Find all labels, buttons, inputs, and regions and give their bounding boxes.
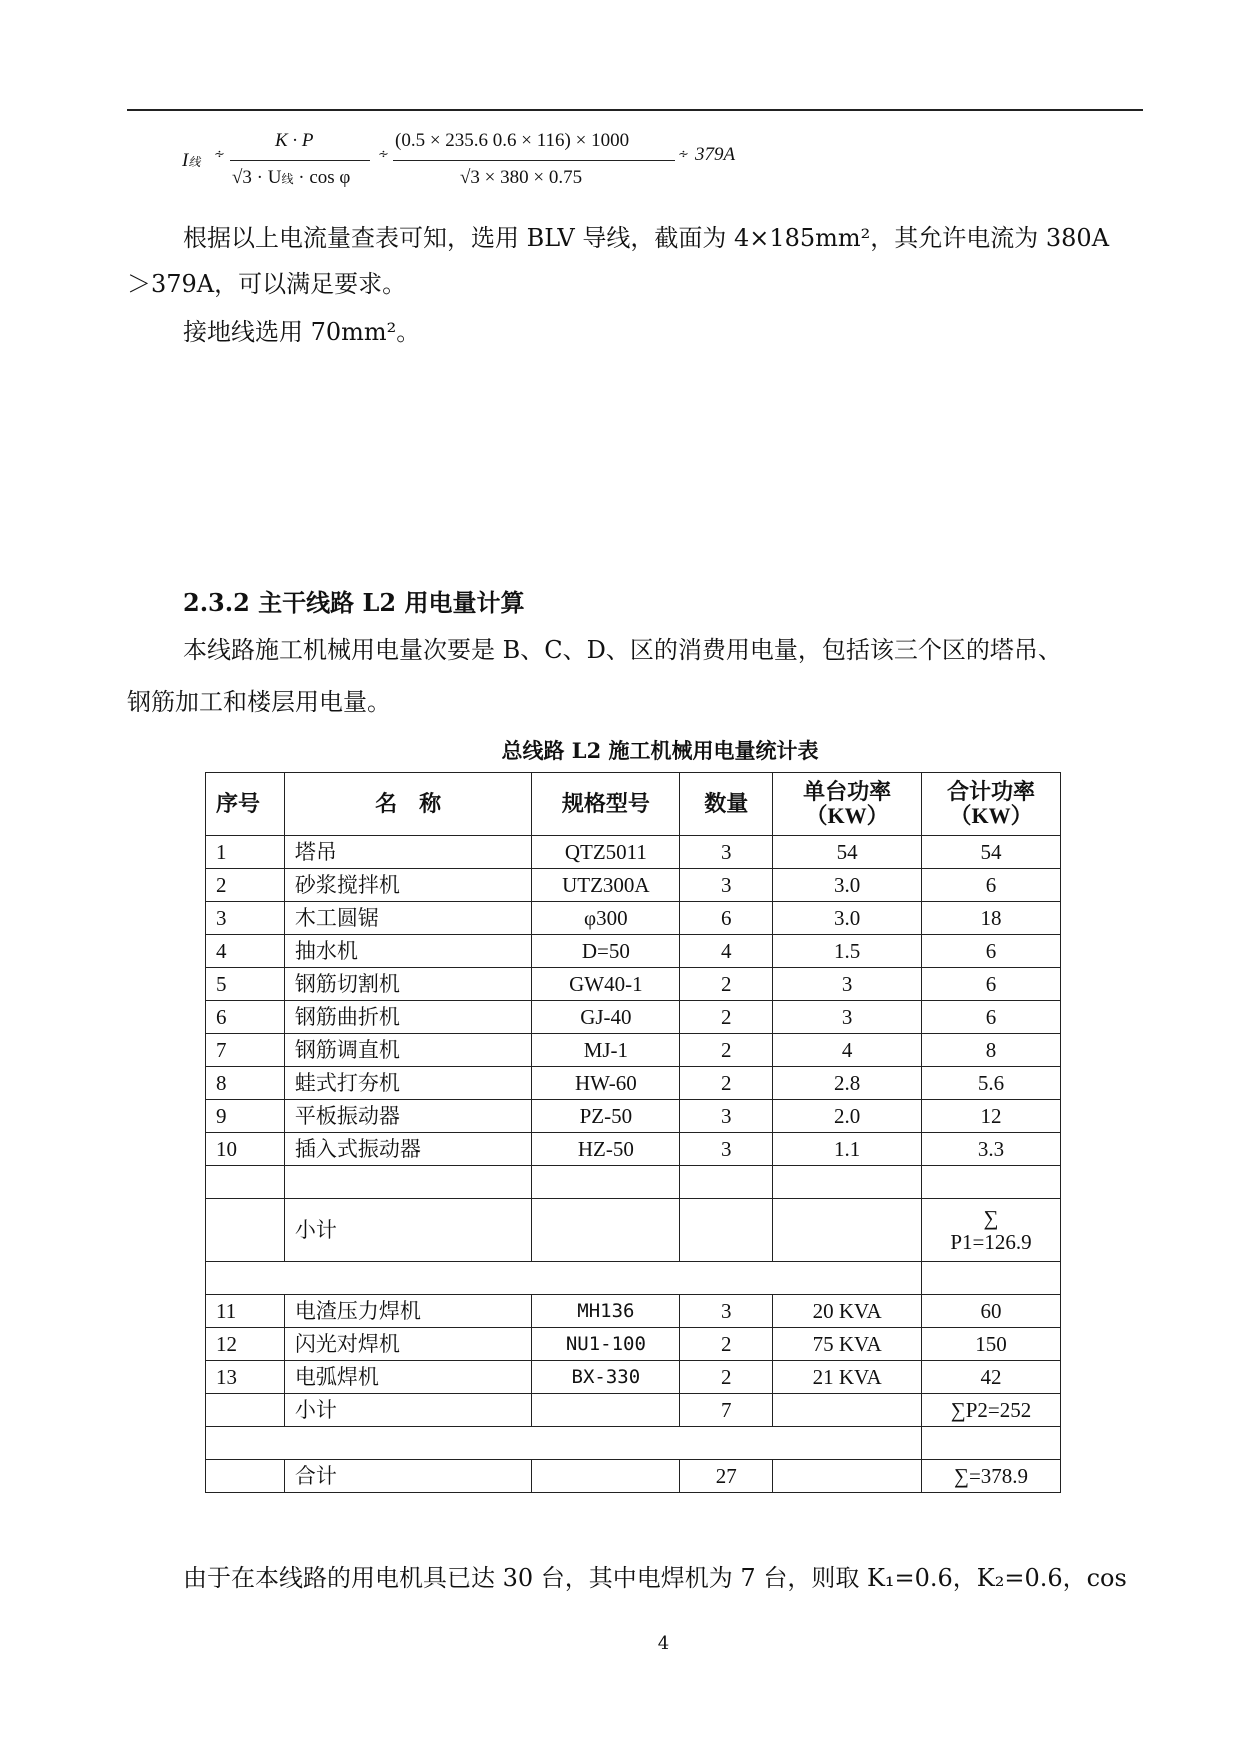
cell-total-power: 5.6 bbox=[922, 1067, 1061, 1100]
cell-model: UTZ300A bbox=[532, 869, 680, 902]
cell-model: GW40-1 bbox=[532, 968, 680, 1001]
cell-qty: 2 bbox=[680, 1001, 773, 1034]
paragraph-2: 接地线选用 70mm²。 bbox=[183, 318, 421, 346]
cell-model: D=50 bbox=[532, 935, 680, 968]
formula-eq-glyph-3: ∻ bbox=[678, 146, 689, 161]
header-no: 序号 bbox=[206, 773, 285, 836]
cell-qty: 2 bbox=[680, 1067, 773, 1100]
paragraph-3-line-1: 本线路施工机械用电量次要是 B、C、D、区的消费用电量，包括该三个区的塔吊、 bbox=[183, 636, 1062, 664]
cell-name: 塔吊 bbox=[284, 836, 532, 869]
cell-total-power: 42 bbox=[922, 1361, 1061, 1394]
subtotal-2-label: 小计 bbox=[284, 1394, 532, 1427]
cell-total-power: 3.3 bbox=[922, 1133, 1061, 1166]
cell-qty: 3 bbox=[680, 869, 773, 902]
table-row bbox=[206, 1133, 1061, 1166]
subtotal-2-qty: 7 bbox=[680, 1394, 773, 1427]
table-row bbox=[206, 1034, 1061, 1067]
table-caption: 总线路 L2 施工机械用电量统计表 bbox=[501, 738, 819, 763]
total-value: ∑=378.9 bbox=[922, 1460, 1061, 1493]
cell-total-power: 6 bbox=[922, 935, 1061, 968]
table-empty-row bbox=[206, 1166, 1061, 1199]
cell-name: 钢筋曲折机 bbox=[284, 1001, 532, 1034]
cell-total-power: 6 bbox=[922, 1001, 1061, 1034]
cell-unit-power: 4 bbox=[773, 1034, 922, 1067]
paragraph-1-line-2: ＞379A，可以满足要求。 bbox=[127, 270, 407, 298]
subtotal-1-label: 小计 bbox=[284, 1199, 532, 1262]
cell-total-power: 54 bbox=[922, 836, 1061, 869]
cell-model: BX-330 bbox=[532, 1361, 680, 1394]
cell-name: 电渣压力焊机 bbox=[284, 1295, 532, 1328]
cell-total-power: 12 bbox=[922, 1100, 1061, 1133]
cell-qty: 4 bbox=[680, 935, 773, 968]
cell-total-power: 18 bbox=[922, 902, 1061, 935]
table-row bbox=[206, 1001, 1061, 1034]
cell-name: 闪光对焊机 bbox=[284, 1328, 532, 1361]
table-empty-row bbox=[206, 1262, 1061, 1295]
formula-eq-glyph-2: ∻ bbox=[378, 146, 389, 161]
cell-qty: 3 bbox=[680, 1295, 773, 1328]
subtotal-row-1 bbox=[206, 1199, 1061, 1262]
table-row bbox=[206, 935, 1061, 968]
cell-unit-power: 3.0 bbox=[773, 902, 922, 935]
subtotal-1-value: ∑ P1=126.9 bbox=[922, 1199, 1061, 1262]
cell-model: NU1-100 bbox=[532, 1328, 680, 1361]
cell-name: 木工圆锯 bbox=[284, 902, 532, 935]
current-formula bbox=[180, 130, 820, 196]
table-header-row bbox=[206, 773, 1061, 836]
cell-name: 电弧焊机 bbox=[284, 1361, 532, 1394]
cell-no: 12 bbox=[206, 1328, 285, 1361]
cell-name: 平板振动器 bbox=[284, 1100, 532, 1133]
cell-total-power: 150 bbox=[922, 1328, 1061, 1361]
cell-no: 1 bbox=[206, 836, 285, 869]
formula-frac1-denominator: √3 · U线 · cos φ bbox=[232, 167, 351, 188]
page-number: 4 bbox=[657, 1633, 670, 1654]
cell-total-power: 6 bbox=[922, 869, 1061, 902]
cell-no: 10 bbox=[206, 1133, 285, 1166]
cell-unit-power: 3 bbox=[773, 1001, 922, 1034]
table-row bbox=[206, 869, 1061, 902]
cell-unit-power: 75 KVA bbox=[773, 1328, 922, 1361]
cell-qty: 2 bbox=[680, 1328, 773, 1361]
header-model: 规格型号 bbox=[532, 773, 680, 836]
cell-qty: 3 bbox=[680, 1133, 773, 1166]
cell-no: 9 bbox=[206, 1100, 285, 1133]
cell-unit-power: 21 KVA bbox=[773, 1361, 922, 1394]
table-row bbox=[206, 1100, 1061, 1133]
cell-no: 7 bbox=[206, 1034, 285, 1067]
table-row bbox=[206, 1295, 1061, 1328]
cell-total-power: 60 bbox=[922, 1295, 1061, 1328]
cell-no: 13 bbox=[206, 1361, 285, 1394]
cell-model: MH136 bbox=[532, 1295, 680, 1328]
cell-qty: 2 bbox=[680, 1361, 773, 1394]
cell-no: 4 bbox=[206, 935, 285, 968]
cell-qty: 2 bbox=[680, 968, 773, 1001]
cell-qty: 3 bbox=[680, 836, 773, 869]
cell-name: 蛙式打夯机 bbox=[284, 1067, 532, 1100]
paragraph-1-line-1: 根据以上电流量查表可知，选用 BLV 导线，截面为 4×185mm²，其允许电流为 380A bbox=[183, 224, 1110, 252]
total-row bbox=[206, 1460, 1061, 1493]
cell-unit-power: 1.5 bbox=[773, 935, 922, 968]
power-table bbox=[205, 772, 1061, 1493]
subtotal-2-value: ∑P2=252 bbox=[922, 1394, 1061, 1427]
cell-no: 2 bbox=[206, 869, 285, 902]
cell-model: PZ-50 bbox=[532, 1100, 680, 1133]
cell-no: 5 bbox=[206, 968, 285, 1001]
section-heading: 2.3.2 主干线路 L2 用电量计算 bbox=[183, 588, 525, 617]
table-row bbox=[206, 1067, 1061, 1100]
header-unit-power: 单台功率 （KW） bbox=[773, 773, 922, 836]
cell-model: QTZ5011 bbox=[532, 836, 680, 869]
cell-model: φ300 bbox=[532, 902, 680, 935]
table-empty-row bbox=[206, 1427, 1061, 1460]
table-row bbox=[206, 836, 1061, 869]
table-row bbox=[206, 1361, 1061, 1394]
header-total-power: 合计功率 （KW） bbox=[922, 773, 1061, 836]
cell-model: GJ-40 bbox=[532, 1001, 680, 1034]
header-name: 名 称 bbox=[284, 773, 532, 836]
cell-name: 砂浆搅拌机 bbox=[284, 869, 532, 902]
cell-no: 11 bbox=[206, 1295, 285, 1328]
formula-lhs: I线 bbox=[182, 150, 201, 171]
cell-no: 6 bbox=[206, 1001, 285, 1034]
cell-unit-power: 2.0 bbox=[773, 1100, 922, 1133]
cell-no: 8 bbox=[206, 1067, 285, 1100]
cell-unit-power: 1.1 bbox=[773, 1133, 922, 1166]
formula-frac2-numerator: (0.5 × 235.6 0.6 × 116) × 1000 bbox=[395, 130, 630, 151]
table-row bbox=[206, 902, 1061, 935]
header-qty: 数量 bbox=[680, 773, 773, 836]
cell-model: HW-60 bbox=[532, 1067, 680, 1100]
cell-qty: 2 bbox=[680, 1034, 773, 1067]
formula-frac1-bar bbox=[230, 160, 370, 161]
cell-unit-power: 3 bbox=[773, 968, 922, 1001]
cell-model: MJ-1 bbox=[532, 1034, 680, 1067]
table-row bbox=[206, 968, 1061, 1001]
total-qty: 27 bbox=[680, 1460, 773, 1493]
formula-frac2-denominator: √3 × 380 × 0.75 bbox=[460, 167, 583, 188]
header-rule bbox=[127, 109, 1143, 111]
formula-eq-glyph-1: ∻ bbox=[214, 146, 225, 161]
cell-unit-power: 3.0 bbox=[773, 869, 922, 902]
cell-model: HZ-50 bbox=[532, 1133, 680, 1166]
subtotal-row-2 bbox=[206, 1394, 1061, 1427]
cell-name: 钢筋切割机 bbox=[284, 968, 532, 1001]
cell-total-power: 6 bbox=[922, 968, 1061, 1001]
formula-result: 379A bbox=[695, 144, 736, 165]
paragraph-4: 由于在本线路的用电机具已达 30 台，其中电焊机为 7 台，则取 K₁=0.6，K₂=0.6，cos bbox=[183, 1564, 1127, 1592]
cell-name: 插入式振动器 bbox=[284, 1133, 532, 1166]
cell-unit-power: 2.8 bbox=[773, 1067, 922, 1100]
cell-name: 钢筋调直机 bbox=[284, 1034, 532, 1067]
table-row bbox=[206, 1328, 1061, 1361]
cell-total-power: 8 bbox=[922, 1034, 1061, 1067]
cell-qty: 3 bbox=[680, 1100, 773, 1133]
cell-unit-power: 20 KVA bbox=[773, 1295, 922, 1328]
cell-no: 3 bbox=[206, 902, 285, 935]
paragraph-3-line-2: 钢筋加工和楼层用电量。 bbox=[127, 688, 391, 716]
cell-unit-power: 54 bbox=[773, 836, 922, 869]
formula-frac1-numerator: K · P bbox=[275, 130, 314, 151]
cell-name: 抽水机 bbox=[284, 935, 532, 968]
cell-qty: 6 bbox=[680, 902, 773, 935]
formula-frac2-bar bbox=[393, 160, 675, 161]
total-label: 合计 bbox=[284, 1460, 532, 1493]
